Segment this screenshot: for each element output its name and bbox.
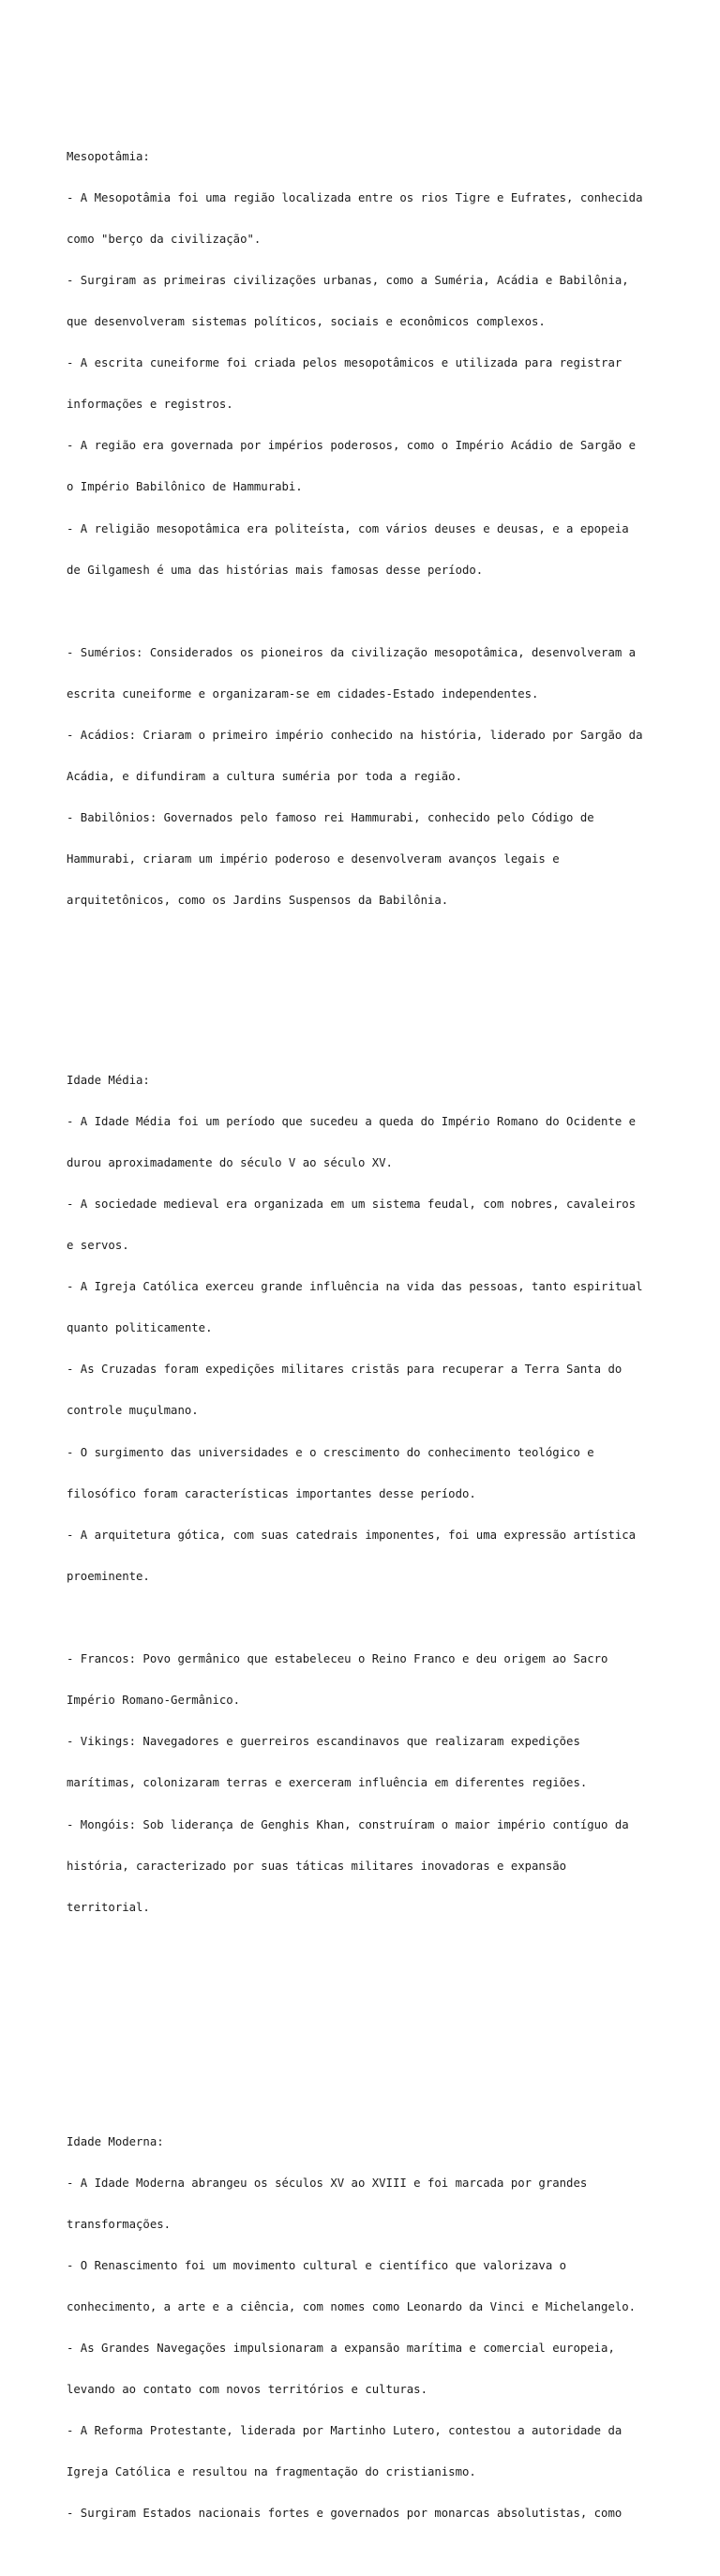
text-line: - As Cruzadas foram expedições militares cristãs para recuperar a Terra Santa do: [67, 1363, 622, 1377]
text-line: marítimas, colonizaram terras e exerceram influência em diferentes regiões.: [67, 1776, 588, 1790]
section-heading: Mesopotâmia:: [67, 149, 150, 163]
text-line: que desenvolveram sistemas políticos, sociais e econômicos complexos.: [67, 314, 546, 328]
blank-lines: [67, 977, 667, 1004]
text-line: - A Reforma Protestante, liderada por Martinho Lutero, contestou a autoridade da: [67, 2424, 622, 2438]
section-idade-media: [67, 1046, 667, 1942]
text-line: informações e registros.: [67, 398, 233, 412]
text-line: de Gilgamesh é uma das histórias mais famosas desse período.: [67, 563, 484, 577]
section-mesopotamia: [67, 122, 667, 935]
text-line: - Francos: Povo germânico que estabeleceu o Reino Franco e deu origem ao Sacro: [67, 1652, 608, 1666]
text-line: - Acádios: Criaram o primeiro império conhecido na história, liderado por Sargão da: [67, 729, 643, 743]
text-line: filosófico foram características importantes desse período.: [67, 1486, 476, 1500]
text-line: - A Idade Média foi um período que sucedeu a queda do Império Romano do Ocidente e: [67, 1114, 637, 1128]
text-line: - Mongóis: Sob liderança de Genghis Khan, construíram o maior império contíguo da: [67, 1817, 629, 1831]
section-heading: Idade Média:: [67, 1073, 150, 1087]
text-line: transformações.: [67, 2217, 172, 2231]
text-line: o Império Babilônico de Hammurabi.: [67, 480, 303, 494]
text-line: Igreja Católica e resultou na fragmentação do cristianismo.: [67, 2465, 476, 2479]
blank-line: [67, 605, 667, 619]
document-page: [67, 81, 667, 2576]
text-line: proeminente.: [67, 1569, 150, 1583]
text-line: durou aproximadamente do século V ao século XV.: [67, 1155, 393, 1169]
text-line: - Sumérios: Considerados os pioneiros da civilização mesopotâmica, desenvolveram a: [67, 645, 637, 659]
text-line: levando ao contato com novos territórios e culturas.: [67, 2383, 428, 2397]
blank-lines: [67, 1983, 667, 2066]
section-idade-moderna: [67, 2107, 667, 2549]
text-line: e servos.: [67, 1239, 129, 1253]
text-line: - A religião mesopotâmica era politeísta, com vários deuses e deusas, e a epopeia: [67, 521, 629, 535]
text-line: arquitetônicos, como os Jardins Suspensos da Babilônia.: [67, 894, 449, 908]
text-line: - A Igreja Católica exerceu grande influência na vida das pessoas, tanto espiritual: [67, 1280, 643, 1294]
text-line: história, caracterizado por suas táticas militares inovadoras e expansão: [67, 1859, 567, 1873]
blank-line: [67, 1611, 667, 1625]
text-line: escrita cuneiforme e organizaram-se em cidades-Estado independentes.: [67, 686, 539, 700]
text-line: Hammurabi, criaram um império poderoso e desenvolveram avanços legais e: [67, 852, 560, 866]
text-line: - A sociedade medieval era organizada em um sistema feudal, com nobres, cavaleiros: [67, 1197, 637, 1211]
text-line: - O Renascimento foi um movimento cultural e científico que valorizava o: [67, 2258, 567, 2272]
text-line: conhecimento, a arte e a ciência, com nomes como Leonardo da Vinci e Michelangelo.: [67, 2299, 637, 2313]
text-line: - As Grandes Navegações impulsionaram a expansão marítima e comercial europeia,: [67, 2342, 615, 2356]
text-line: controle muçulmano.: [67, 1404, 199, 1418]
text-line: - A arquitetura gótica, com suas catedrais imponentes, foi uma expressão artística: [67, 1528, 637, 1542]
text-line: Império Romano-Germânico.: [67, 1694, 241, 1708]
text-line: - A região era governada por impérios poderosos, como o Império Acádio de Sargão e: [67, 439, 637, 453]
text-line: - A Mesopotâmia foi uma região localizada entre os rios Tigre e Eufrates, conhecida: [67, 190, 643, 204]
text-line: quanto politicamente.: [67, 1321, 213, 1335]
text-line: - Babilônios: Governados pelo famoso rei Hammurabi, conhecido pelo Código de: [67, 811, 594, 825]
text-line: - Vikings: Navegadores e guerreiros escandinavos que realizaram expedições: [67, 1735, 580, 1749]
text-line: territorial.: [67, 1900, 150, 1914]
text-line: - Surgiram as primeiras civilizações urbanas, como a Suméria, Acádia e Babilônia,: [67, 273, 629, 287]
text-line: como "berço da civilização".: [67, 232, 262, 246]
text-line: Acádia, e difundiram a cultura suméria por toda a região.: [67, 770, 462, 784]
text-line: - Surgiram Estados nacionais fortes e governados por monarcas absolutistas, como: [67, 2507, 622, 2521]
text-line: - O surgimento das universidades e o crescimento do conhecimento teológico e: [67, 1445, 594, 1459]
section-heading: Idade Moderna:: [67, 2134, 164, 2148]
text-line: - A escrita cuneiforme foi criada pelos mesopotâmicos e utilizada para registrar: [67, 356, 622, 370]
text-line: - A Idade Moderna abrangeu os séculos XV ao XVIII e foi marcada por grandes: [67, 2176, 588, 2190]
